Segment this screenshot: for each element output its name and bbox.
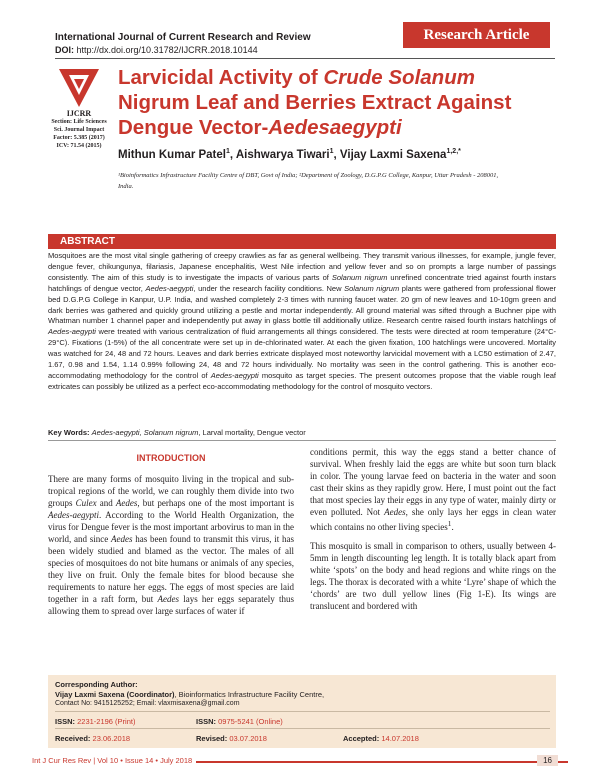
accepted-date: Accepted: 14.07.2018 (343, 734, 419, 743)
author-3: Vijay Laxmi Saxena (339, 148, 447, 161)
issn-online: ISSN: 0975-5241 (Online) (196, 717, 283, 726)
revised-date: Revised: 03.07.2018 (196, 734, 267, 743)
body-column-right (310, 446, 556, 619)
article-type-badge: Research Article (403, 22, 550, 48)
journal-logo-text (48, 110, 110, 150)
logo-icv: ICV: 71.54 (2015) (56, 143, 102, 149)
journal-logo (55, 67, 103, 109)
author-list: Mithun Kumar Patel$^1$, Aishwarya Tiwari$^1$, Vijay Laxmi Saxena$^{1,2,*}$ (118, 148, 461, 161)
corresponding-author-name: Vijay Laxmi Saxena (Coordinator), Bioinformatics Infrastructure Facility Centre, (55, 690, 325, 699)
received-date: Received: 23.06.2018 (55, 734, 131, 743)
logo-section: Section: Life Sciences (51, 119, 107, 125)
abstract-text: Mosquitoes are the most vital single gathering of creepy crawlies as far as general wellbeing. They transmit various illnesses, for example, jungle fever, dengue fever, chikungunya, filariasis, Japanese encephalitis, West Nile infection and yellow fever and so on prompts a large number of passings consistently. The aim of this study is to investigate the impacts of various parts of Solanum nigrum unrefined concentrate tried against fourth instars hatchlings of dengue vector, Aedes-aegypti, under the research facility conditions. New Solanum nigrum plants were gathered from professional flower bed D.G.P.G College in Kanpur, U.P. India, and washed completely 2-3 times with running faucet water. 20 gm of new leaves and 10-10gm green and dark berries was gathered and quickly ground utilizing a pestle and mortar independently. All ground material was sifted through a Buchner pipe with Whatman number 1 channel paper and independently put away in glass bottle till additionally utilize. Research centre raised fourth instars hatchlings of Aedes-aegypti were treated with various centralization of fluid arrangements all things considered. The tests were directed at room temperature (24°C-29°C). Fixations (1-5%) of the all concentrate were set up in de-chlorinated water. At each the given fixation, 100 hatchlings were uncovered. Mortality was watched for 24, 48 and 72 hours. Leaves and dark berries extricate displayed most noteworthy larvicidal movement with a LC50 estimation of 2.47, 1.67, 0.98 and 1.54, 1.14 0.99% following 24, 48 and 72 hours individually. No mortality was seen in the control gathering. This is another eco-accommodating methodology for the control of Aedes-aegypti mosquito as target species. The present outcomes propose that the viable rough leaf extricates can possibly be utilized as a perfect eco-accommodating methodology for the control of mosquito vectors. (48, 251, 557, 391)
abstract-heading: ABSTRACT (48, 234, 556, 249)
author-1: Mithun Kumar Patel (118, 148, 226, 161)
corresponding-author-contact[interactable]: Contact No: 9415125252; Email: vlaxmisaxena@gmail.com (55, 700, 240, 707)
introduction-heading: INTRODUCTION (136, 453, 206, 463)
issn-print: ISSN: 2231-2196 (Print) (55, 717, 136, 726)
doi-link[interactable]: http://dx.doi.org/10.31782/IJCRR.2018.10144 (76, 45, 258, 55)
footer-citation: Int J Cur Res Rev | Vol 10 • Issue 14 • July 2018 (32, 756, 196, 765)
body-column-left: There are many forms of mosquito living in the tropical and sub-tropical regions of the world, we can roughly them divide into two groups Culex and Aedes, but perhaps one of the most important is Aedes-aegypti. According to the World Health Organization, the virus for Dengue fever is the most important arbovirus to man in the world, and since Aedes has been found to transmit this virus, it has been widely studied and blamed as the vector. The males of all species of mosquitoes do not bite humans or animals of any species, they live on fruit. Only the female bites for blood because she requirements to nature her eggs. The eggs of most species are laid together in a raft form, but Aedes lays her eggs separately thus allowing them to spread over large surfaces of water if (48, 474, 295, 616)
logo-impact: Sci. Journal Impact Factor: 5.385 (2017) (53, 127, 105, 141)
keywords-rule (48, 440, 556, 441)
divider (55, 711, 550, 712)
doi[interactable] (55, 45, 258, 55)
logo-name: IJCRR (66, 109, 92, 118)
journal-logo-icon (55, 67, 103, 109)
journal-name: International Journal of Current Research and Review (55, 32, 311, 43)
paragraph: conditions permit, this way the eggs stand a better chance of survival. When freshly laid the eggs are white but soon turn black in color. The young larvae feed on bacteria in the water and soon cast their skins as they rapidly grow. Here, I must point out the fact that most species lay their eggs in any type of water, mainly dirty or even polluted. Not Aedes, she only lays her eggs in clean water which contains no other living species$^1$. (310, 447, 556, 532)
corresponding-author-heading: Corresponding Author: (55, 680, 138, 689)
paragraph: This mosquito is small in comparison to others, usually between 4-5mm in length discounting leg length. It is totally black apart from white ‘spots’ on the body and head regions and white rings on the legs. The thorax is decorated with a white ‘Lyre’ shape of which the ‘chords’ are two dull yellow lines (Fig 1-E). Its wings are translucent and bordered with (310, 541, 556, 611)
author-2: Aishwarya Tiwari (235, 148, 330, 161)
header-rule (55, 58, 555, 59)
doi-label: DOI: (55, 45, 74, 55)
affiliations: ¹Bioinformatics Infrastructure Facility Centre of DBT, Govt of India; ²Department of Zoology, D.G.P.G College, Kanpur, Uttar Pradesh - 208001, India. (118, 172, 499, 190)
page-number: 16 (537, 755, 558, 766)
divider (55, 728, 550, 729)
article-title: Larvicidal Activity of Crude Solanum Nigrum Leaf and Berries Extract Against Dengue Vector-Aedesaegypti (118, 66, 512, 139)
keywords: Key Words: Aedes-aegypti, Solanum nigrum, Larval mortality, Dengue vector (48, 428, 306, 437)
page-footer (32, 756, 568, 770)
